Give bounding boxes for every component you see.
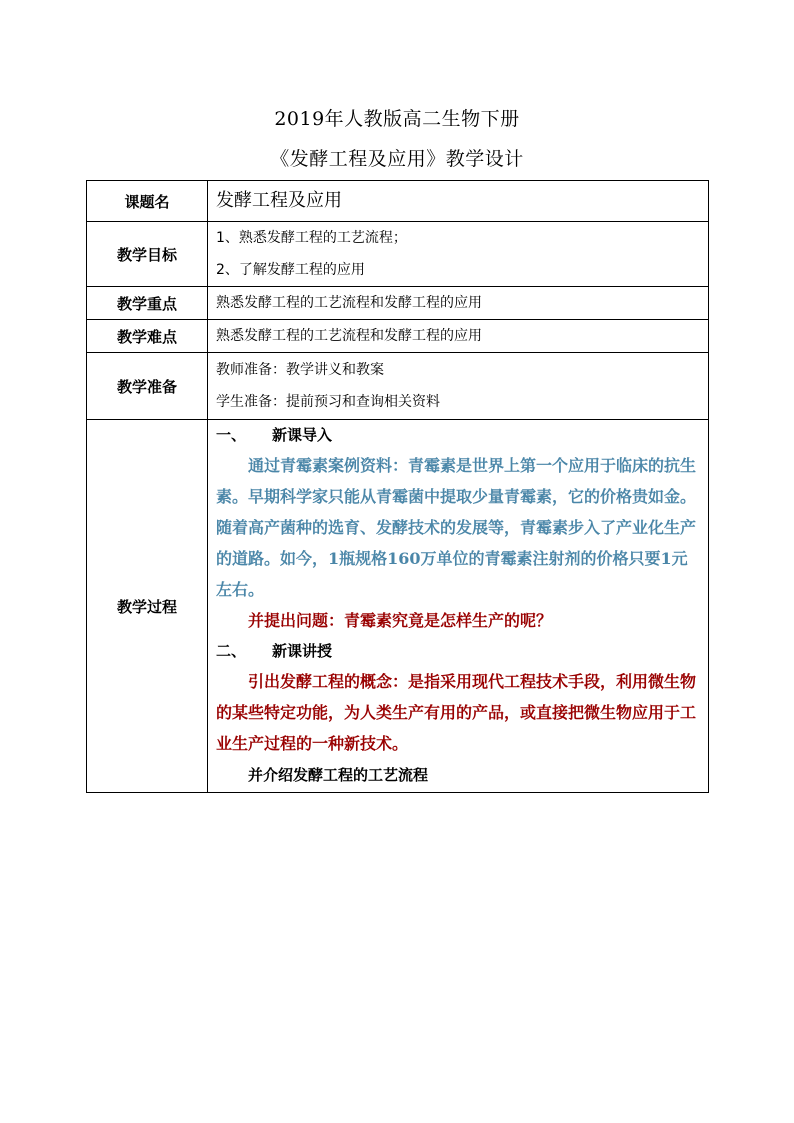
section2-title: 新课讲授 [272,642,333,660]
process-cell [208,420,709,793]
table-row-course-name [87,181,709,222]
goal-item: 2、了解发酵工程的应用 [216,262,365,278]
course-name-label: 课题名 [87,181,208,222]
preparation-cell [208,353,709,420]
goal-item: 1、熟悉发酵工程的工艺流程； [216,230,407,246]
table-row-process [87,420,709,793]
section1-question: 并提出问题：青霉素究竟是怎样生产的呢？ [248,611,553,630]
document-title-line1: 2019年人教版高二生物下册 [274,108,520,130]
section2-heading [216,636,702,666]
goals-label: 教学目标 [87,222,208,287]
preparation-item: 教师准备：教学讲义和教案 [216,362,384,378]
difficulties-label: 教学难点 [87,320,208,353]
key-points-value: 熟悉发酵工程的工艺流程和发酵工程的应用 [208,287,709,320]
course-name-cell [208,181,709,222]
process-label: 教学过程 [87,420,208,793]
table-row-key-points [87,287,709,320]
section1-heading [216,420,702,450]
section2-note: 并介绍发酵工程的工艺流程 [248,766,429,784]
section2-number: 二、 [216,642,247,660]
section1-number: 一、 [216,426,247,444]
document-title-line2: 《发酵工程及应用》教学设计 [270,148,524,170]
preparation-label: 教学准备 [87,353,208,420]
course-name-value: 发酵工程及应用 [216,190,342,211]
lesson-plan-table [86,180,709,793]
difficulties-value: 熟悉发酵工程的工艺流程和发酵工程的应用 [208,320,709,353]
key-points-label: 教学重点 [87,287,208,320]
table-row-difficulties [87,320,709,353]
section2-paragraph: 引出发酵工程的概念：是指采用现代工程技术手段，利用微生物的某些特定功能，为人类生产有用的产品，或直接把微生物应用于工业生产过程的一种新技术。 [216,672,697,753]
section1-title: 新课导入 [272,426,333,444]
section1-paragraph: 通过青霉素案例资料：青霉素是世界上第一个应用于临床的抗生素。早期科学家只能从青霉菌中提取少量青霉素，它的价格贵如金。随着高产菌种的选育、发酵技术的发展等，青霉素步入了产业化生产的道路。如今，1瓶规格160万单位的青霉素注射剂的价格只要1元左右。 [216,456,697,599]
table-row-goals [87,222,709,287]
table-row-preparation [87,353,709,420]
goals-cell [208,222,709,287]
preparation-item: 学生准备：提前预习和查询相关资料 [216,394,440,410]
